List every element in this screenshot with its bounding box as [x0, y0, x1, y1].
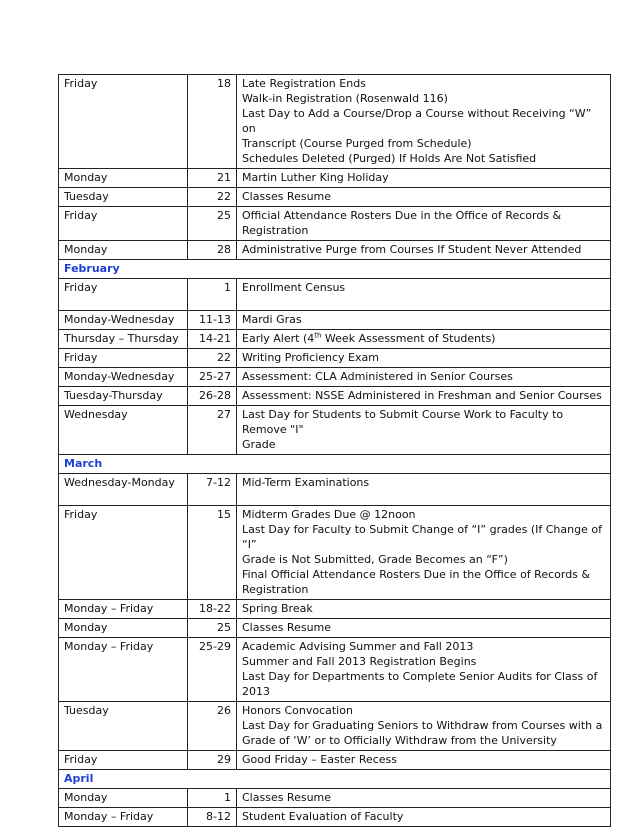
date-cell: 1: [188, 789, 237, 808]
event-line: Assessment: NSSE Administered in Freshman and Senior Courses: [242, 389, 602, 402]
day-cell: Monday: [59, 789, 188, 808]
event-cell: [237, 169, 611, 188]
table-row: [59, 619, 611, 638]
day-cell: Friday: [59, 279, 188, 311]
event-line: Writing Proficiency Exam: [242, 351, 379, 364]
date-cell: 1: [188, 279, 237, 311]
table-row: [59, 75, 611, 169]
table-row: [59, 702, 611, 751]
month-header-row: [59, 455, 611, 474]
event-line: Classes Resume: [242, 791, 332, 804]
date-cell: 26: [188, 702, 237, 751]
day-cell: Tuesday: [59, 188, 188, 207]
event-cell: [237, 330, 611, 349]
event-cell: [237, 241, 611, 260]
date-cell: 25-27: [188, 368, 237, 387]
event-line: [242, 295, 605, 308]
event-cell: [237, 207, 611, 241]
event-line: Good Friday – Easter Recess: [242, 753, 398, 766]
table-row: [59, 751, 611, 770]
day-cell: Tuesday: [59, 702, 188, 751]
event-cell: [237, 751, 611, 770]
table-row: [59, 406, 611, 455]
day-cell: Wednesday-Monday: [59, 474, 188, 506]
date-cell: 18-22: [188, 600, 237, 619]
event-line: Mid-Term Examinations: [242, 476, 370, 489]
event-line: Classes Resume: [242, 190, 332, 203]
event-line: Official Attendance Rosters Due in the Office of Records &: [242, 209, 562, 222]
date-cell: 26-28: [188, 387, 237, 406]
table-row: [59, 600, 611, 619]
month-title: April: [59, 770, 611, 789]
day-cell: Friday: [59, 75, 188, 169]
day-cell: Tuesday-Thursday: [59, 387, 188, 406]
event-cell: [237, 638, 611, 702]
event-line: Registration: [242, 583, 309, 596]
table-row: [59, 188, 611, 207]
table-row: [59, 808, 611, 827]
event-line: Student Evaluation of Faculty: [242, 810, 404, 823]
day-cell: Thursday – Thursday: [59, 330, 188, 349]
event-line: Mardi Gras: [242, 313, 302, 326]
calendar-body: [59, 75, 611, 827]
date-cell: 25: [188, 207, 237, 241]
event-line: Schedules Deleted (Purged) If Holds Are Not Satisfied: [242, 152, 537, 165]
event-line: Registration: [242, 224, 309, 237]
day-cell: Monday: [59, 169, 188, 188]
day-cell: Monday: [59, 241, 188, 260]
ordinal-suffix: th: [314, 331, 322, 340]
event-cell: [237, 279, 611, 311]
table-row: [59, 506, 611, 600]
event-cell: [237, 600, 611, 619]
event-line: Last Day for Graduating Seniors to Withdraw from Courses with a: [242, 719, 603, 732]
date-cell: 14-21: [188, 330, 237, 349]
day-cell: Monday – Friday: [59, 600, 188, 619]
event-line: Academic Advising Summer and Fall 2013: [242, 640, 474, 653]
event-line: Summer and Fall 2013 Registration Begins: [242, 655, 477, 668]
event-line: Honors Convocation: [242, 704, 353, 717]
date-cell: 11-13: [188, 311, 237, 330]
date-cell: 27: [188, 406, 237, 455]
table-row: [59, 169, 611, 188]
event-cell: [237, 406, 611, 455]
date-cell: 25: [188, 619, 237, 638]
event-line: Transcript (Course Purged from Schedule): [242, 137, 472, 150]
event-text: Week Assessment of Students): [321, 332, 496, 345]
event-line: Administrative Purge from Courses If Student Never Attended: [242, 243, 582, 256]
month-header-row: [59, 770, 611, 789]
event-line: Late Registration Ends: [242, 77, 366, 90]
table-row: [59, 789, 611, 808]
table-row: [59, 638, 611, 702]
event-line: Last Day to Add a Course/Drop a Course without Receiving “W” on: [242, 107, 592, 135]
day-cell: Monday – Friday: [59, 808, 188, 827]
table-row: [59, 279, 611, 311]
event-cell: [237, 808, 611, 827]
day-cell: Friday: [59, 506, 188, 600]
date-cell: 7-12: [188, 474, 237, 506]
date-cell: 28: [188, 241, 237, 260]
event-line: [242, 490, 605, 503]
table-row: [59, 368, 611, 387]
date-cell: 8-12: [188, 808, 237, 827]
day-cell: Monday-Wednesday: [59, 368, 188, 387]
event-line: Assessment: CLA Administered in Senior Courses: [242, 370, 513, 383]
date-cell: 25-29: [188, 638, 237, 702]
table-row: [59, 387, 611, 406]
event-line: Last Day for Departments to Complete Senior Audits for Class of 2013: [242, 670, 598, 698]
event-line: Grade is Not Submitted, Grade Becomes an “F”): [242, 553, 508, 566]
day-cell: Friday: [59, 207, 188, 241]
event-line: Last Day for Faculty to Submit Change of “I” grades (If Change of “I”: [242, 523, 602, 551]
event-text: Early Alert (4: [242, 332, 315, 345]
event-cell: [237, 789, 611, 808]
event-cell: [237, 349, 611, 368]
event-cell: [237, 619, 611, 638]
table-row: [59, 311, 611, 330]
date-cell: 29: [188, 751, 237, 770]
event-cell: [237, 311, 611, 330]
event-cell: [237, 75, 611, 169]
day-cell: Wednesday: [59, 406, 188, 455]
event-cell: [237, 474, 611, 506]
table-row: [59, 474, 611, 506]
event-line: Grade: [242, 438, 276, 451]
event-line: Last Day for Students to Submit Course Work to Faculty to Remove "I": [242, 408, 564, 436]
event-cell: [237, 387, 611, 406]
date-cell: 22: [188, 188, 237, 207]
date-cell: 15: [188, 506, 237, 600]
date-cell: 18: [188, 75, 237, 169]
event-line: Grade of ‘W’ or to Officially Withdraw from the University: [242, 734, 557, 747]
event-line: Walk-in Registration (Rosenwald 116): [242, 92, 448, 105]
month-header-row: [59, 260, 611, 279]
date-cell: 21: [188, 169, 237, 188]
day-cell: Friday: [59, 349, 188, 368]
table-row: [59, 207, 611, 241]
table-row: [59, 349, 611, 368]
event-line: Martin Luther King Holiday: [242, 171, 389, 184]
day-cell: Monday – Friday: [59, 638, 188, 702]
date-cell: 22: [188, 349, 237, 368]
event-line: Enrollment Census: [242, 281, 346, 294]
event-cell: [237, 702, 611, 751]
event-cell: [237, 188, 611, 207]
day-cell: Monday: [59, 619, 188, 638]
event-line: Classes Resume: [242, 621, 332, 634]
day-cell: Friday: [59, 751, 188, 770]
event-line: [242, 331, 605, 346]
event-line: Spring Break: [242, 602, 313, 615]
day-cell: Monday-Wednesday: [59, 311, 188, 330]
month-title: March: [59, 455, 611, 474]
table-row: [59, 330, 611, 349]
event-line: Final Official Attendance Rosters Due in the Office of Records &: [242, 568, 590, 581]
event-cell: [237, 506, 611, 600]
academic-calendar-table: [58, 74, 611, 827]
month-title: February: [59, 260, 611, 279]
event-line: Midterm Grades Due @ 12noon: [242, 508, 416, 521]
event-cell: [237, 368, 611, 387]
table-row: [59, 241, 611, 260]
